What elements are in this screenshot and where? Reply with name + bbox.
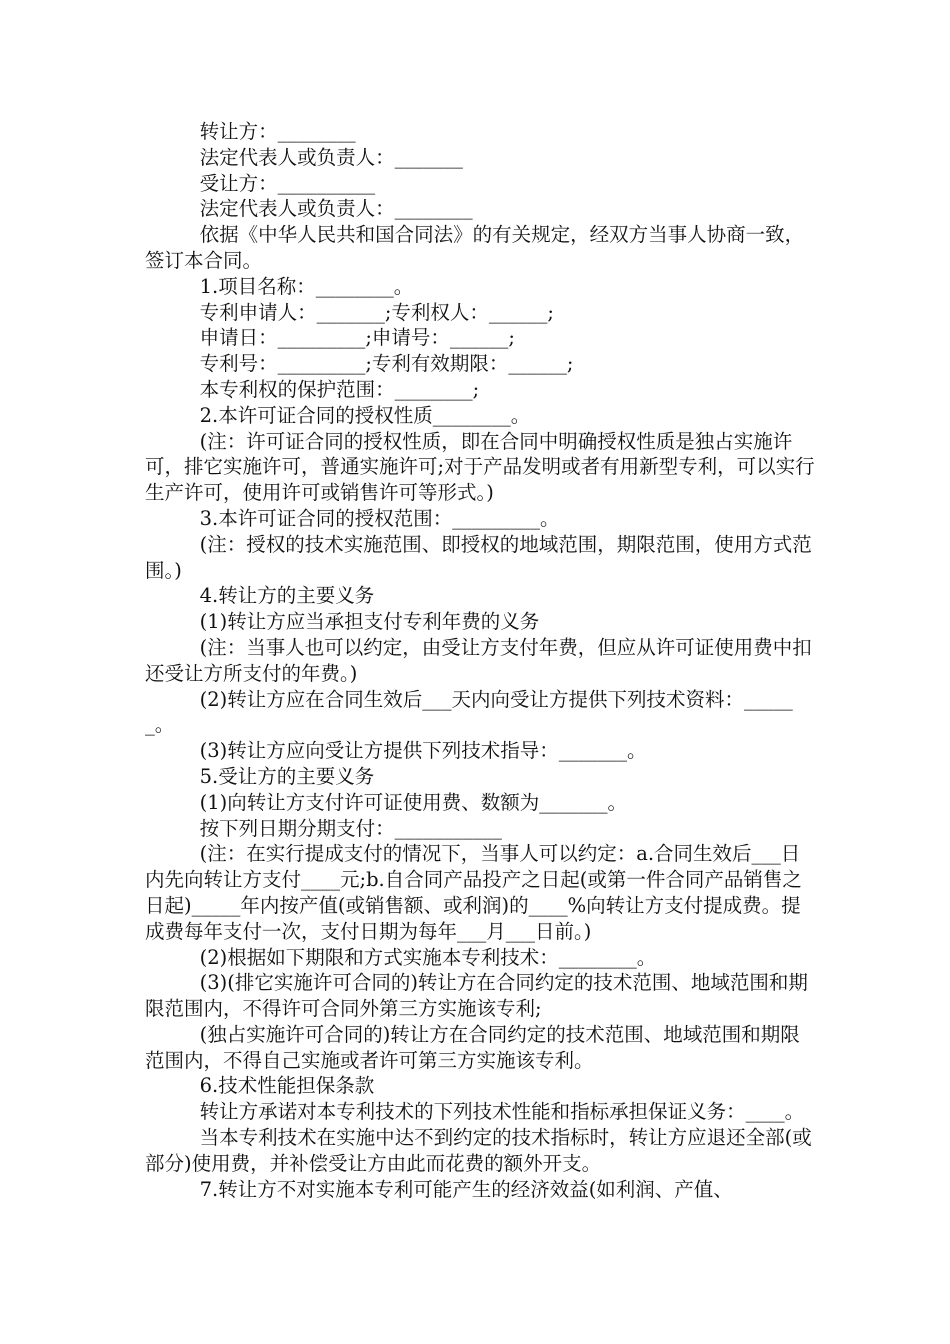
- clause-4-item-1: (1)转让方应当承担支付专利年费的义务: [199, 610, 540, 634]
- clause-4-item-2: (2)转让方应在合同生效后___天内向受让方提供下列技术资料：______。: [145, 687, 793, 737]
- transferor-line: 转让方：________: [199, 120, 356, 143]
- clause-5-item-3: (3)(排它实施许可合同的)转让方在合同约定的技术范围、地域范围和期限范围内，不得许可合同外第三方实施该专利;: [145, 971, 808, 1021]
- clause-7-partial: 7.转让方不对实施本专利可能产生的经济效益(如利润、产值、: [199, 1177, 733, 1201]
- clause-2-note: (注：许可证合同的授权性质，即在合同中明确授权性质是独占实施许可，排它实施许可，普通实施许可;对于产品发明或者有用新型专利，可以实行生产许可，使用许可或销售许可等形式。): [145, 429, 815, 505]
- preamble-paragraph: 依据《中华人民共和国合同法》的有关规定，经双方当事人协商一致，签订本合同。: [145, 223, 805, 272]
- clause-4-item-1-note: (注：当事人也可以约定，由受让方支付年费，但应从许可证使用费中扣还受让方所支付的年费。): [145, 635, 812, 685]
- clause-6-heading: 6.技术性能担保条款: [199, 1074, 375, 1098]
- transferor-representative-line: 法定代表人或负责人：_______: [199, 145, 463, 169]
- clause-3-note: (注：授权的技术实施范围、即授权的地域范围，期限范围，使用方式范围。): [145, 532, 812, 582]
- clause-6-guarantee: 转让方承诺对本专利技术的下列技术性能和指标承担保证义务：____。: [199, 1100, 805, 1124]
- transferee-representative-line: 法定代表人或负责人：________: [199, 197, 473, 221]
- clause-2-license-nature: 2.本许可证合同的授权性质________。: [199, 403, 531, 427]
- document-body: [145, 119, 817, 1202]
- transferee-line: 受让方：__________: [199, 171, 376, 195]
- installment-line: 按下列日期分期支付：___________: [199, 816, 502, 840]
- clause-5-royalty-note: (注：在实行提成支付的情况下，当事人可以约定：a.合同生效后___日内先向转让方支付____元;b.自合同产品投产之日起(或第一件合同产品销售之日起)_____年内按产值(或销售额、或利润)的____%向转让方支付提成费。提成费每年支付一次，支付日期为每年___月___日前。): [145, 842, 802, 943]
- clause-1-project-name: 1.项目名称：________。: [199, 274, 414, 298]
- clause-5-item-2: (2)根据如下期限和方式实施本专利技术：________。: [199, 945, 657, 969]
- exclusive-license-paragraph: (独占实施许可合同的)转让方在合同约定的技术范围、地域范围和期限范围内，不得自己实施或者许可第三方实施该专利。: [145, 1022, 800, 1072]
- protection-scope-line: 本专利权的保护范围：________;: [199, 377, 480, 401]
- clause-3-license-scope: 3.本许可证合同的授权范围：_________。: [199, 506, 560, 530]
- clause-4-heading: 4.转让方的主要义务: [199, 584, 375, 608]
- clause-4-item-3: (3)转让方应向受让方提供下列技术指导：_______。: [199, 739, 647, 763]
- clause-5-item-1: (1)向转让方支付许可证使用费、数额为_______。: [199, 790, 627, 814]
- clause-6-refund: 当本专利技术在实施中达不到约定的技术指标时，转让方应退还全部(或部分)使用费，并补偿受让方由此而花费的额外开支。: [145, 1126, 812, 1175]
- patent-number-line: 专利号：_________;专利有效期限：______;: [199, 352, 574, 376]
- clause-5-heading: 5.受让方的主要义务: [199, 764, 375, 788]
- patent-applicant-line: 专利申请人：_______;专利权人：______;: [199, 300, 554, 324]
- application-date-line: 申请日：_________;申请号：______;: [199, 326, 515, 350]
